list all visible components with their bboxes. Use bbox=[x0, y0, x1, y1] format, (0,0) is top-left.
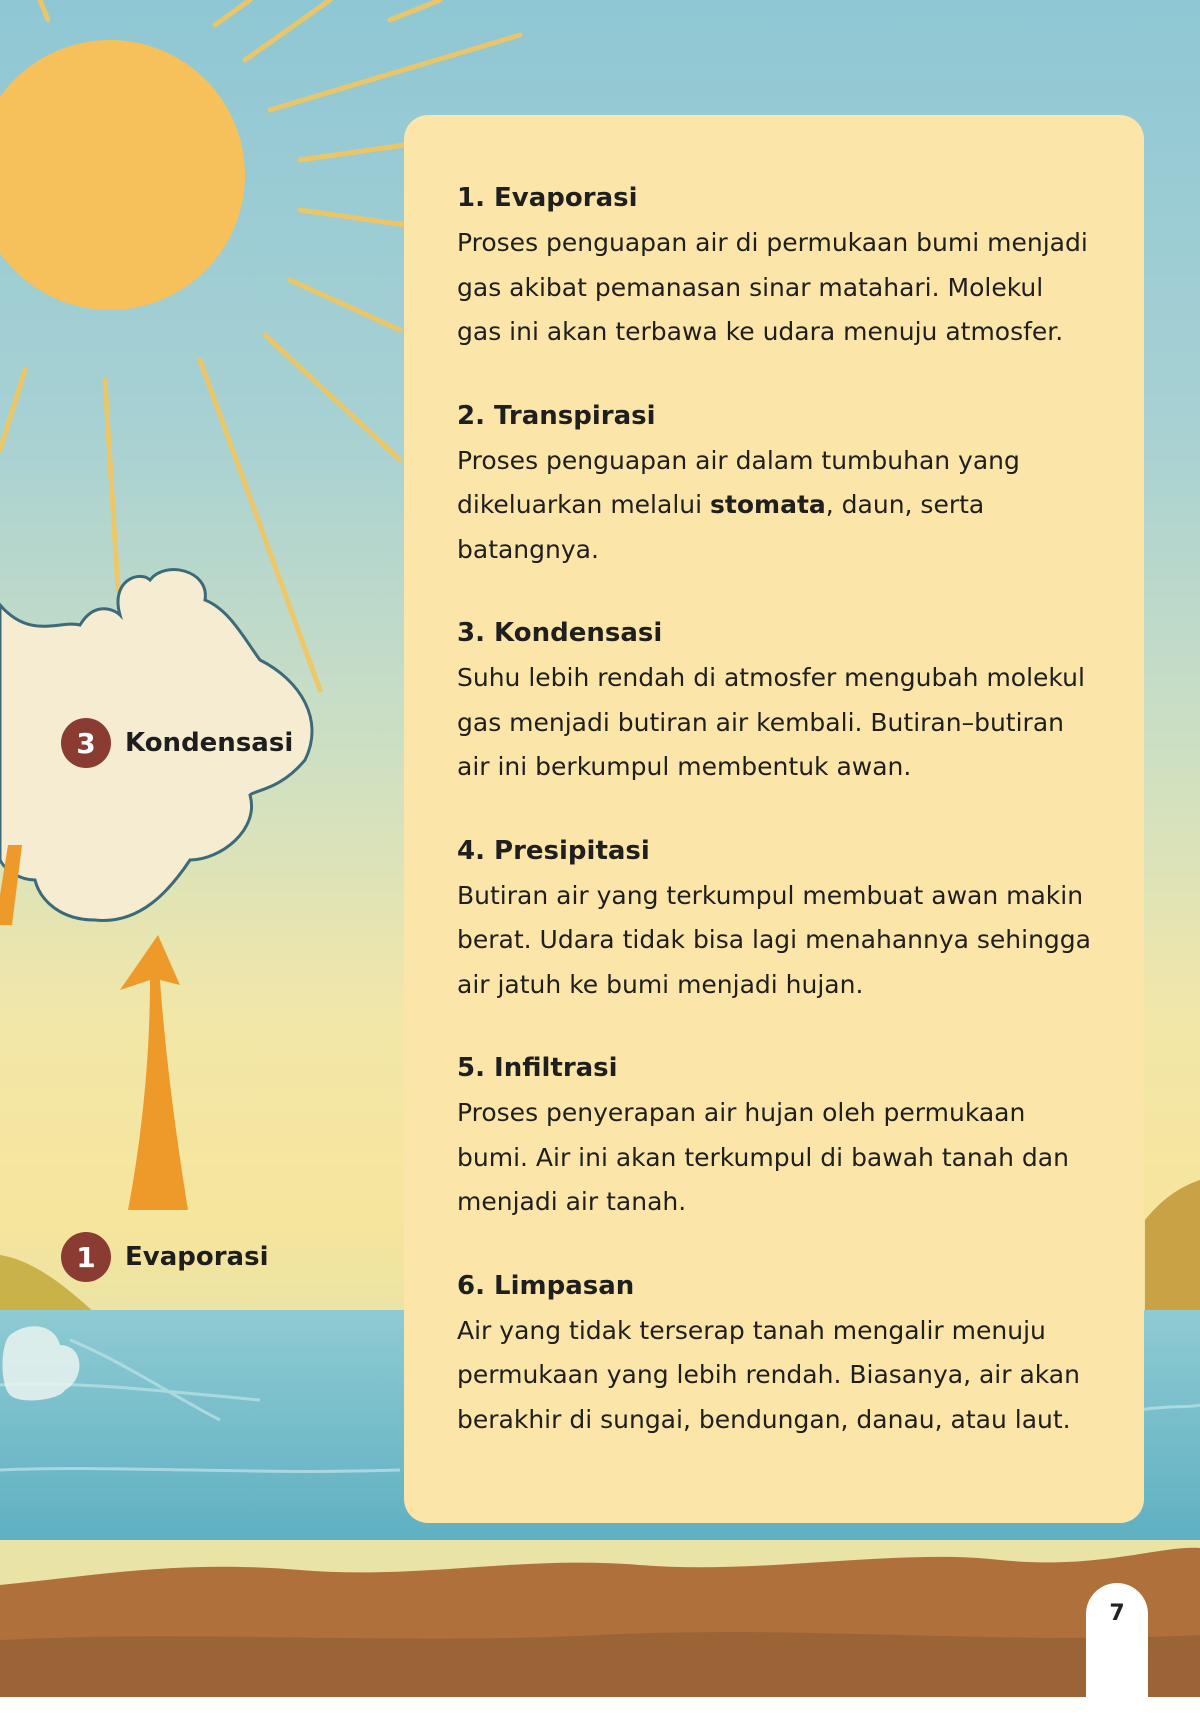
body-line: air jatuh ke bumi menjadi hujan. bbox=[457, 969, 864, 999]
label-evaporasi bbox=[61, 1232, 268, 1282]
body-line: permukaan yang lebih rendah. Biasanya, air akan bbox=[457, 1360, 1080, 1389]
body-line: gas akibat pemanasan sinar matahari. Molekul bbox=[457, 272, 1044, 302]
page-number: 7 bbox=[1109, 1601, 1125, 1626]
body-line: , daun, serta bbox=[825, 490, 985, 519]
body-line: berat. Udara tidak bisa lagi menahannya sehingga bbox=[457, 925, 1091, 954]
section-infiltrasi bbox=[457, 1051, 1096, 1225]
label-text: Kondensasi bbox=[125, 728, 294, 758]
body-line: batangnya. bbox=[457, 534, 599, 564]
body-line: berakhir di sungai, bendungan, danau, atau laut. bbox=[457, 1404, 1071, 1434]
body-line: gas menjadi butiran air kembali. Butiran–butiran bbox=[457, 707, 1064, 737]
body-line: air ini berkumpul membentuk awan. bbox=[457, 752, 912, 781]
body-line: Proses penyerapan air hujan oleh permukaan bbox=[457, 1098, 1026, 1127]
section-title: 6. Limpasan bbox=[457, 1270, 635, 1301]
section-title: 5. Infiltrasi bbox=[457, 1053, 618, 1083]
body-line: Air yang tidak terserap tanah mengalir menuju bbox=[457, 1315, 1046, 1345]
section-title: 2. Transpirasi bbox=[457, 400, 656, 431]
section-body bbox=[457, 656, 1096, 790]
section-kondensasi bbox=[457, 616, 1096, 790]
body-line: Suhu lebih rendah di atmosfer mengubah molekul bbox=[457, 663, 1085, 692]
body-line: bumi. Air ini akan terkumpul di bawah tanah dan bbox=[457, 1142, 1069, 1172]
section-title: 1. Evaporasi bbox=[457, 183, 638, 213]
bold-term: stomata bbox=[710, 490, 826, 519]
step-badge: 3 bbox=[61, 718, 111, 768]
label-kondensasi bbox=[61, 718, 293, 768]
body-line: Butiran air yang terkumpul membuat awan makin bbox=[457, 880, 1084, 910]
section-body bbox=[457, 1091, 1096, 1225]
body-line: menjadi air tanah. bbox=[457, 1187, 687, 1216]
section-title: 3. Kondensasi bbox=[457, 618, 663, 648]
page-number-tab bbox=[1086, 1583, 1148, 1723]
section-body bbox=[457, 874, 1096, 1008]
step-badge: 1 bbox=[61, 1232, 111, 1282]
section-transpirasi bbox=[457, 399, 1096, 573]
section-limpasan bbox=[457, 1269, 1096, 1443]
body-line: Proses penguapan air di permukaan bumi menjadi bbox=[457, 228, 1088, 257]
info-card bbox=[404, 115, 1144, 1523]
section-presipitasi bbox=[457, 834, 1096, 1008]
label-text: Evaporasi bbox=[125, 1242, 269, 1272]
section-evaporasi bbox=[457, 181, 1096, 355]
section-body bbox=[457, 439, 1096, 573]
body-line: gas ini akan terbawa ke udara menuju atmosfer. bbox=[457, 317, 1064, 346]
section-title: 4. Presipitasi bbox=[457, 835, 650, 866]
section-body bbox=[457, 1309, 1096, 1443]
body-line: Proses penguapan air dalam tumbuhan yang bbox=[457, 445, 1020, 475]
body-line: dikeluarkan melalui bbox=[457, 490, 711, 519]
section-body bbox=[457, 221, 1096, 355]
